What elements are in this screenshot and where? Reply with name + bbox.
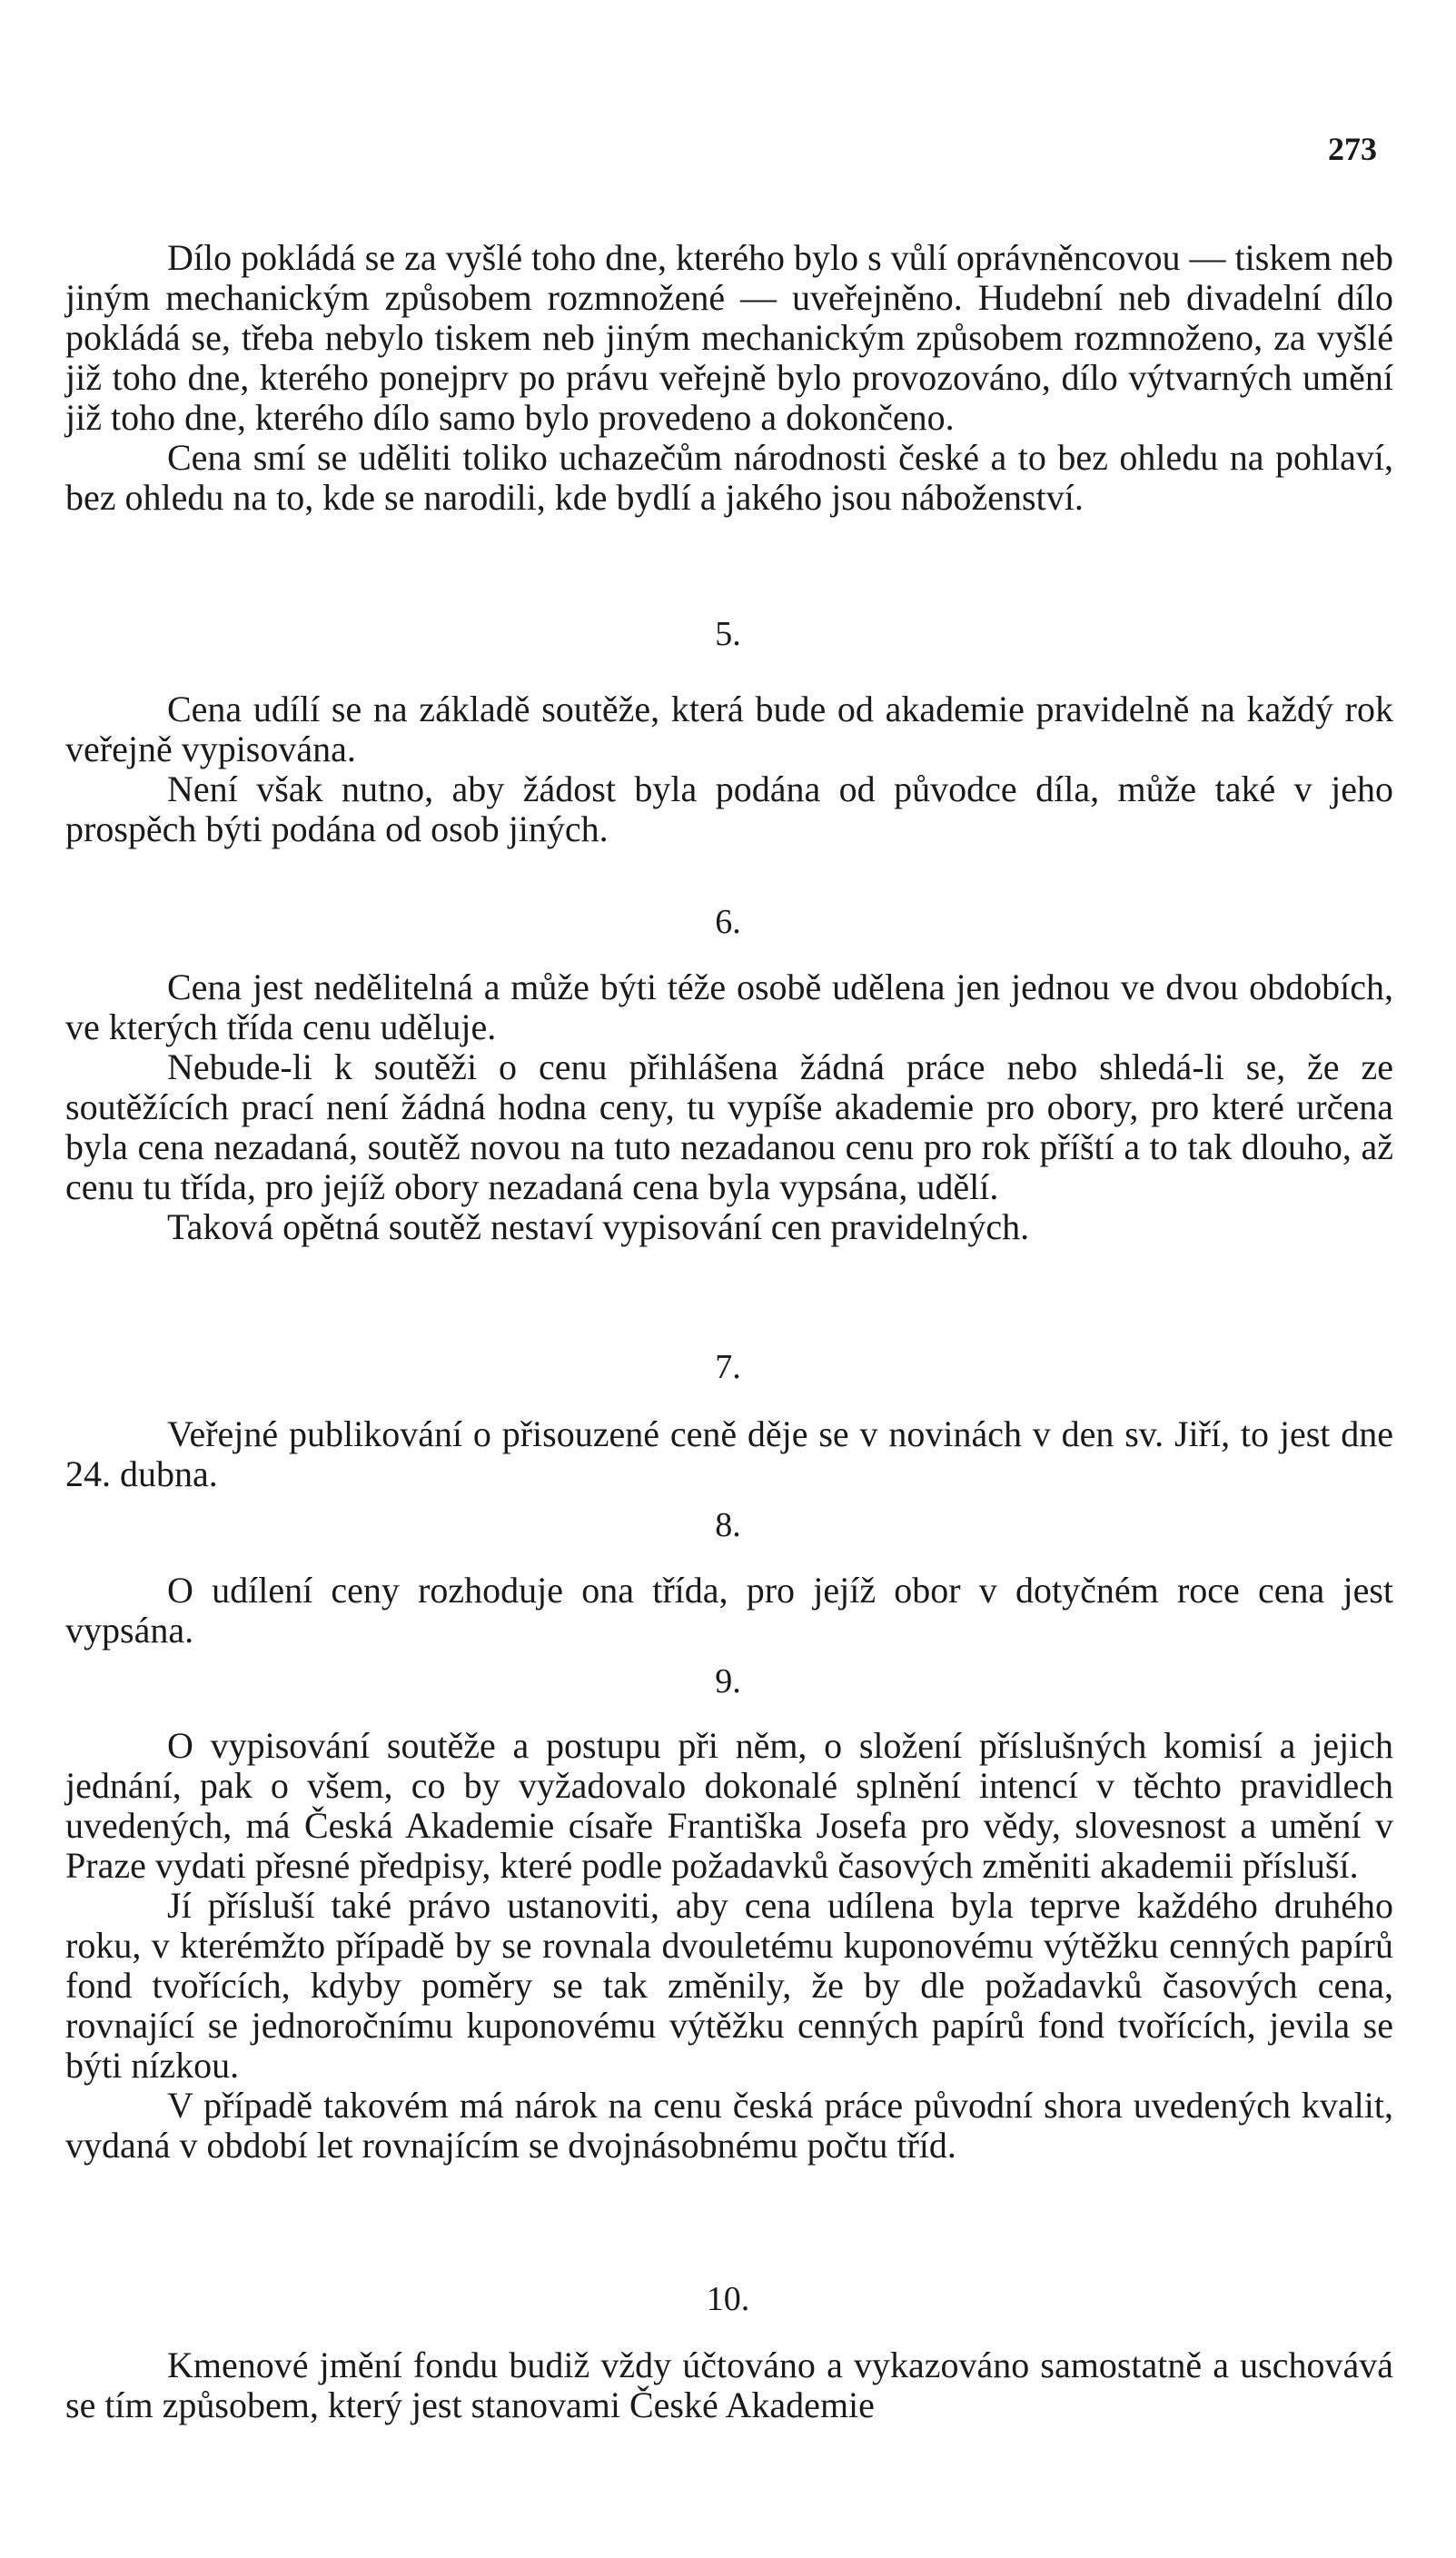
paragraph: Jí přísluší také právo ustanoviti, aby cena udílena byla teprve každého druhého roku, v kterémžto případě by se rovnala dvouletému kuponovému výtěžku cenných papírů fond tvořících, kdyby poměry se tak změnily, že by dle požadavků časových cena, rovnající se jednoročnímu kuponovému výtěžku cenných papírů fond tvořících, jevila se býti nízkou.: [65, 1885, 1393, 2086]
section-6-text: [65, 967, 1393, 1247]
section-4-text: [65, 238, 1393, 518]
paragraph: V případě takovém má nárok na cenu česká práce původní shora uvedených kvalit, vydaná v období let rovnajícím se dvojnásobnému počtu tříd.: [65, 2085, 1393, 2166]
page-number: 273: [1328, 131, 1377, 167]
paragraph: Cena smí se uděliti toliko uchazečům národnosti české a to bez ohledu na pohlaví, bez ohledu na to, kde se narodili, kde bydlí a jakého jsou náboženství.: [65, 437, 1393, 518]
section-5-text: [65, 689, 1393, 849]
section-6-number: 6.: [715, 903, 741, 941]
section-7-text: [65, 1414, 1393, 1494]
paragraph: Cena jest nedělitelná a může býti téže osobě udělena jen jednou ve dvou obdobích, ve kterých třída cenu uděluje.: [65, 967, 1393, 1047]
paragraph: Cena udílí se na základě soutěže, která bude od akademie pravidelně na každý rok veřejně vypisována.: [65, 689, 1393, 769]
section-8-number: 8.: [715, 1506, 741, 1544]
paragraph: O vypisování soutěže a postupu při něm, o složení příslušných komisí a jejich jednání, pak o všem, co by vyžadovalo dokonalé splnění intencí v těchto pravidlech uvedených, má Česká Akademie císaře Františka Josefa pro vědy, slovesnost a umění v Praze vydati přesné předpisy, které podle požadavků časových změniti akademii přísluší.: [65, 1725, 1393, 1886]
section-10-number: 10.: [706, 2280, 750, 2318]
section-5-number: 5.: [715, 615, 741, 653]
paragraph: Nebude-li k soutěži o cenu přihlášena žádná práce nebo shledá-li se, že ze soutěžících prací není žádná hodna ceny, tu vypíše akademie pro obory, pro které určena byla cena nezadaná, soutěž novou na tuto nezadanou cenu pro rok příští a to tak dlouho, až cenu tu třída, pro jejíž obory nezadaná cena byla vypsána, udělí.: [65, 1046, 1393, 1207]
section-10-text: [65, 2345, 1393, 2425]
section-8-text: [65, 1571, 1393, 1651]
section-9-text: [65, 1726, 1393, 2166]
paragraph: Není však nutno, aby žádost byla podána od původce díla, může také v jeho prospěch býti podána od osob jiných.: [65, 768, 1393, 849]
section-9-number: 9.: [715, 1662, 741, 1700]
paragraph: Kmenové jmění fondu budiž vždy účtováno a vykazováno samostatně a uschovává se tím způsobem, který jest stanovami České Akademie: [65, 2345, 1393, 2425]
paragraph: Dílo pokládá se za vyšlé toho dne, kterého bylo s vůlí oprávněncovou — tiskem neb jiným mechanickým způsobem rozmnožené — uveřejněno. Hudební neb divadelní dílo pokládá se, třeba nebylo tiskem neb jiným mechanickým způsobem rozmnoženo, za vyšlé již toho dne, kterého ponejprv po právu veřejně bylo provozováno, dílo výtvarných umění již toho dne, kterého dílo samo bylo provedeno a dokončeno.: [65, 237, 1393, 438]
section-7-number: 7.: [715, 1348, 741, 1386]
paragraph: Taková opětná soutěž nestaví vypisování cen pravidelných.: [167, 1206, 1030, 1247]
paragraph: Veřejné publikování o přisouzené ceně děje se v novinách v den sv. Jiří, to jest dne 24. dubna.: [65, 1413, 1393, 1494]
paragraph: O udílení ceny rozhoduje ona třída, pro jejíž obor v dotyčném roce cena jest vypsána.: [65, 1570, 1393, 1651]
